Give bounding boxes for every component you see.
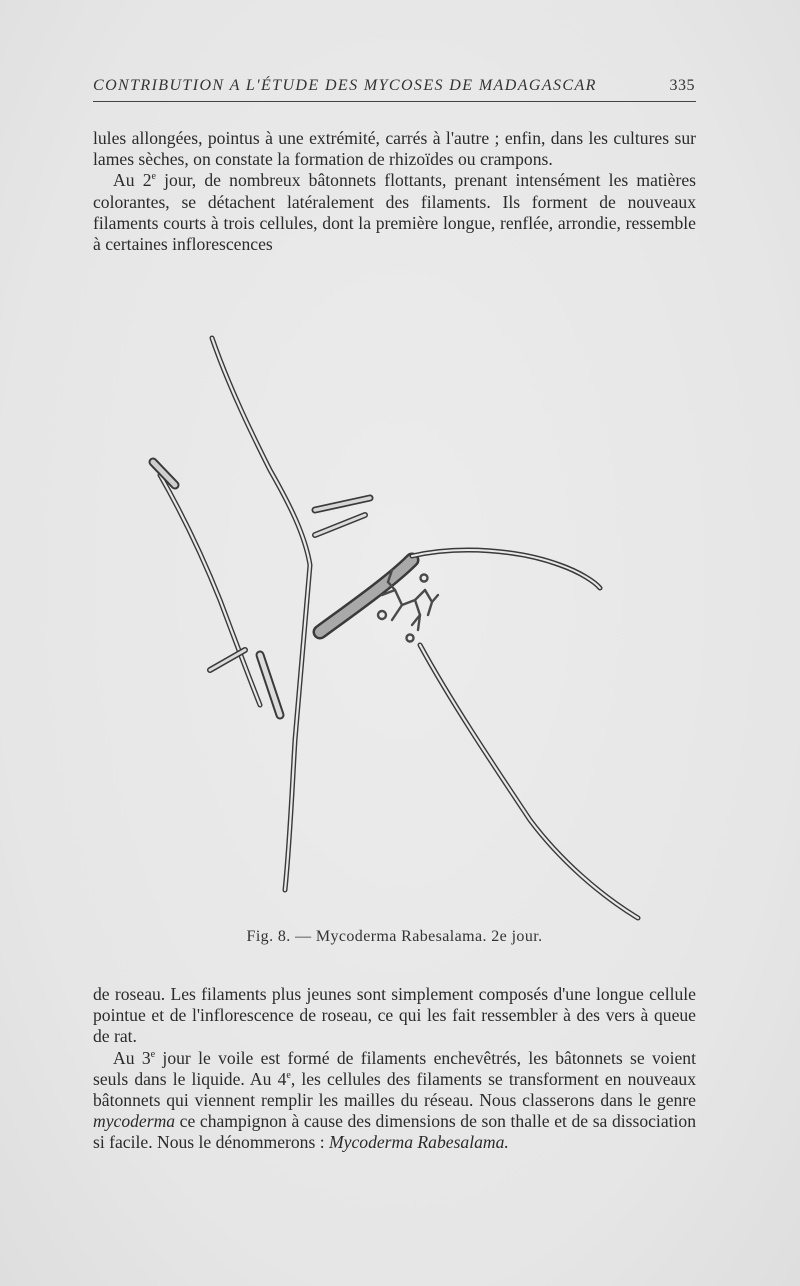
body-text-bottom xyxy=(93,984,696,1154)
body-text-top xyxy=(93,128,696,255)
page-number: 335 xyxy=(669,77,695,94)
paragraph: lules allongées, pointus à une extrémité, carrés à l'autre ; enfin, dans les cultures sur lames sèches, on constate la formation de rhizoïdes ou crampons. xyxy=(93,128,696,170)
paragraph: Au 3e jour le voile est formé de filaments enchevêtrés, les bâtonnets se voient seuls dans le liquide. Au 4e, les cellules des filaments se transforment en nouveaux bâtonnets qui viennent remplir les mailles du réseau. Nous classerons dans le genre mycoderma ce champignon à cause des dimensions de son thalle et de sa dissociation si facile. Nous le dénommerons : Mycoderma Rabesalama. xyxy=(93,1047,697,1153)
figure-caption: Fig. 8. — Mycoderma Rabesalama. 2e jour. xyxy=(246,928,543,945)
paragraph: Au 2e jour, de nombreux bâtonnets flottants, prenant intensément les matières colorantes, se détachent latéralement des filaments. Ils forment de nouveaux filaments courts à trois cellules, dont la première longue, renflée, arrondie, ressemble à certaines inflorescences xyxy=(93,170,696,255)
figure-mycoderma-illustration xyxy=(120,320,680,930)
header-rule xyxy=(93,101,696,102)
paragraph: de roseau. Les filaments plus jeunes sont simplement composés d'une longue cellule pointue et de l'inflorescence de roseau, ce qui les fait ressembler à des vers à queue de rat. xyxy=(93,984,696,1047)
filaments-drawing xyxy=(120,320,680,930)
running-head-title: CONTRIBUTION A L'ÉTUDE DES MYCOSES DE MADAGASCAR xyxy=(93,77,597,94)
filament-right-bottom xyxy=(420,645,638,918)
